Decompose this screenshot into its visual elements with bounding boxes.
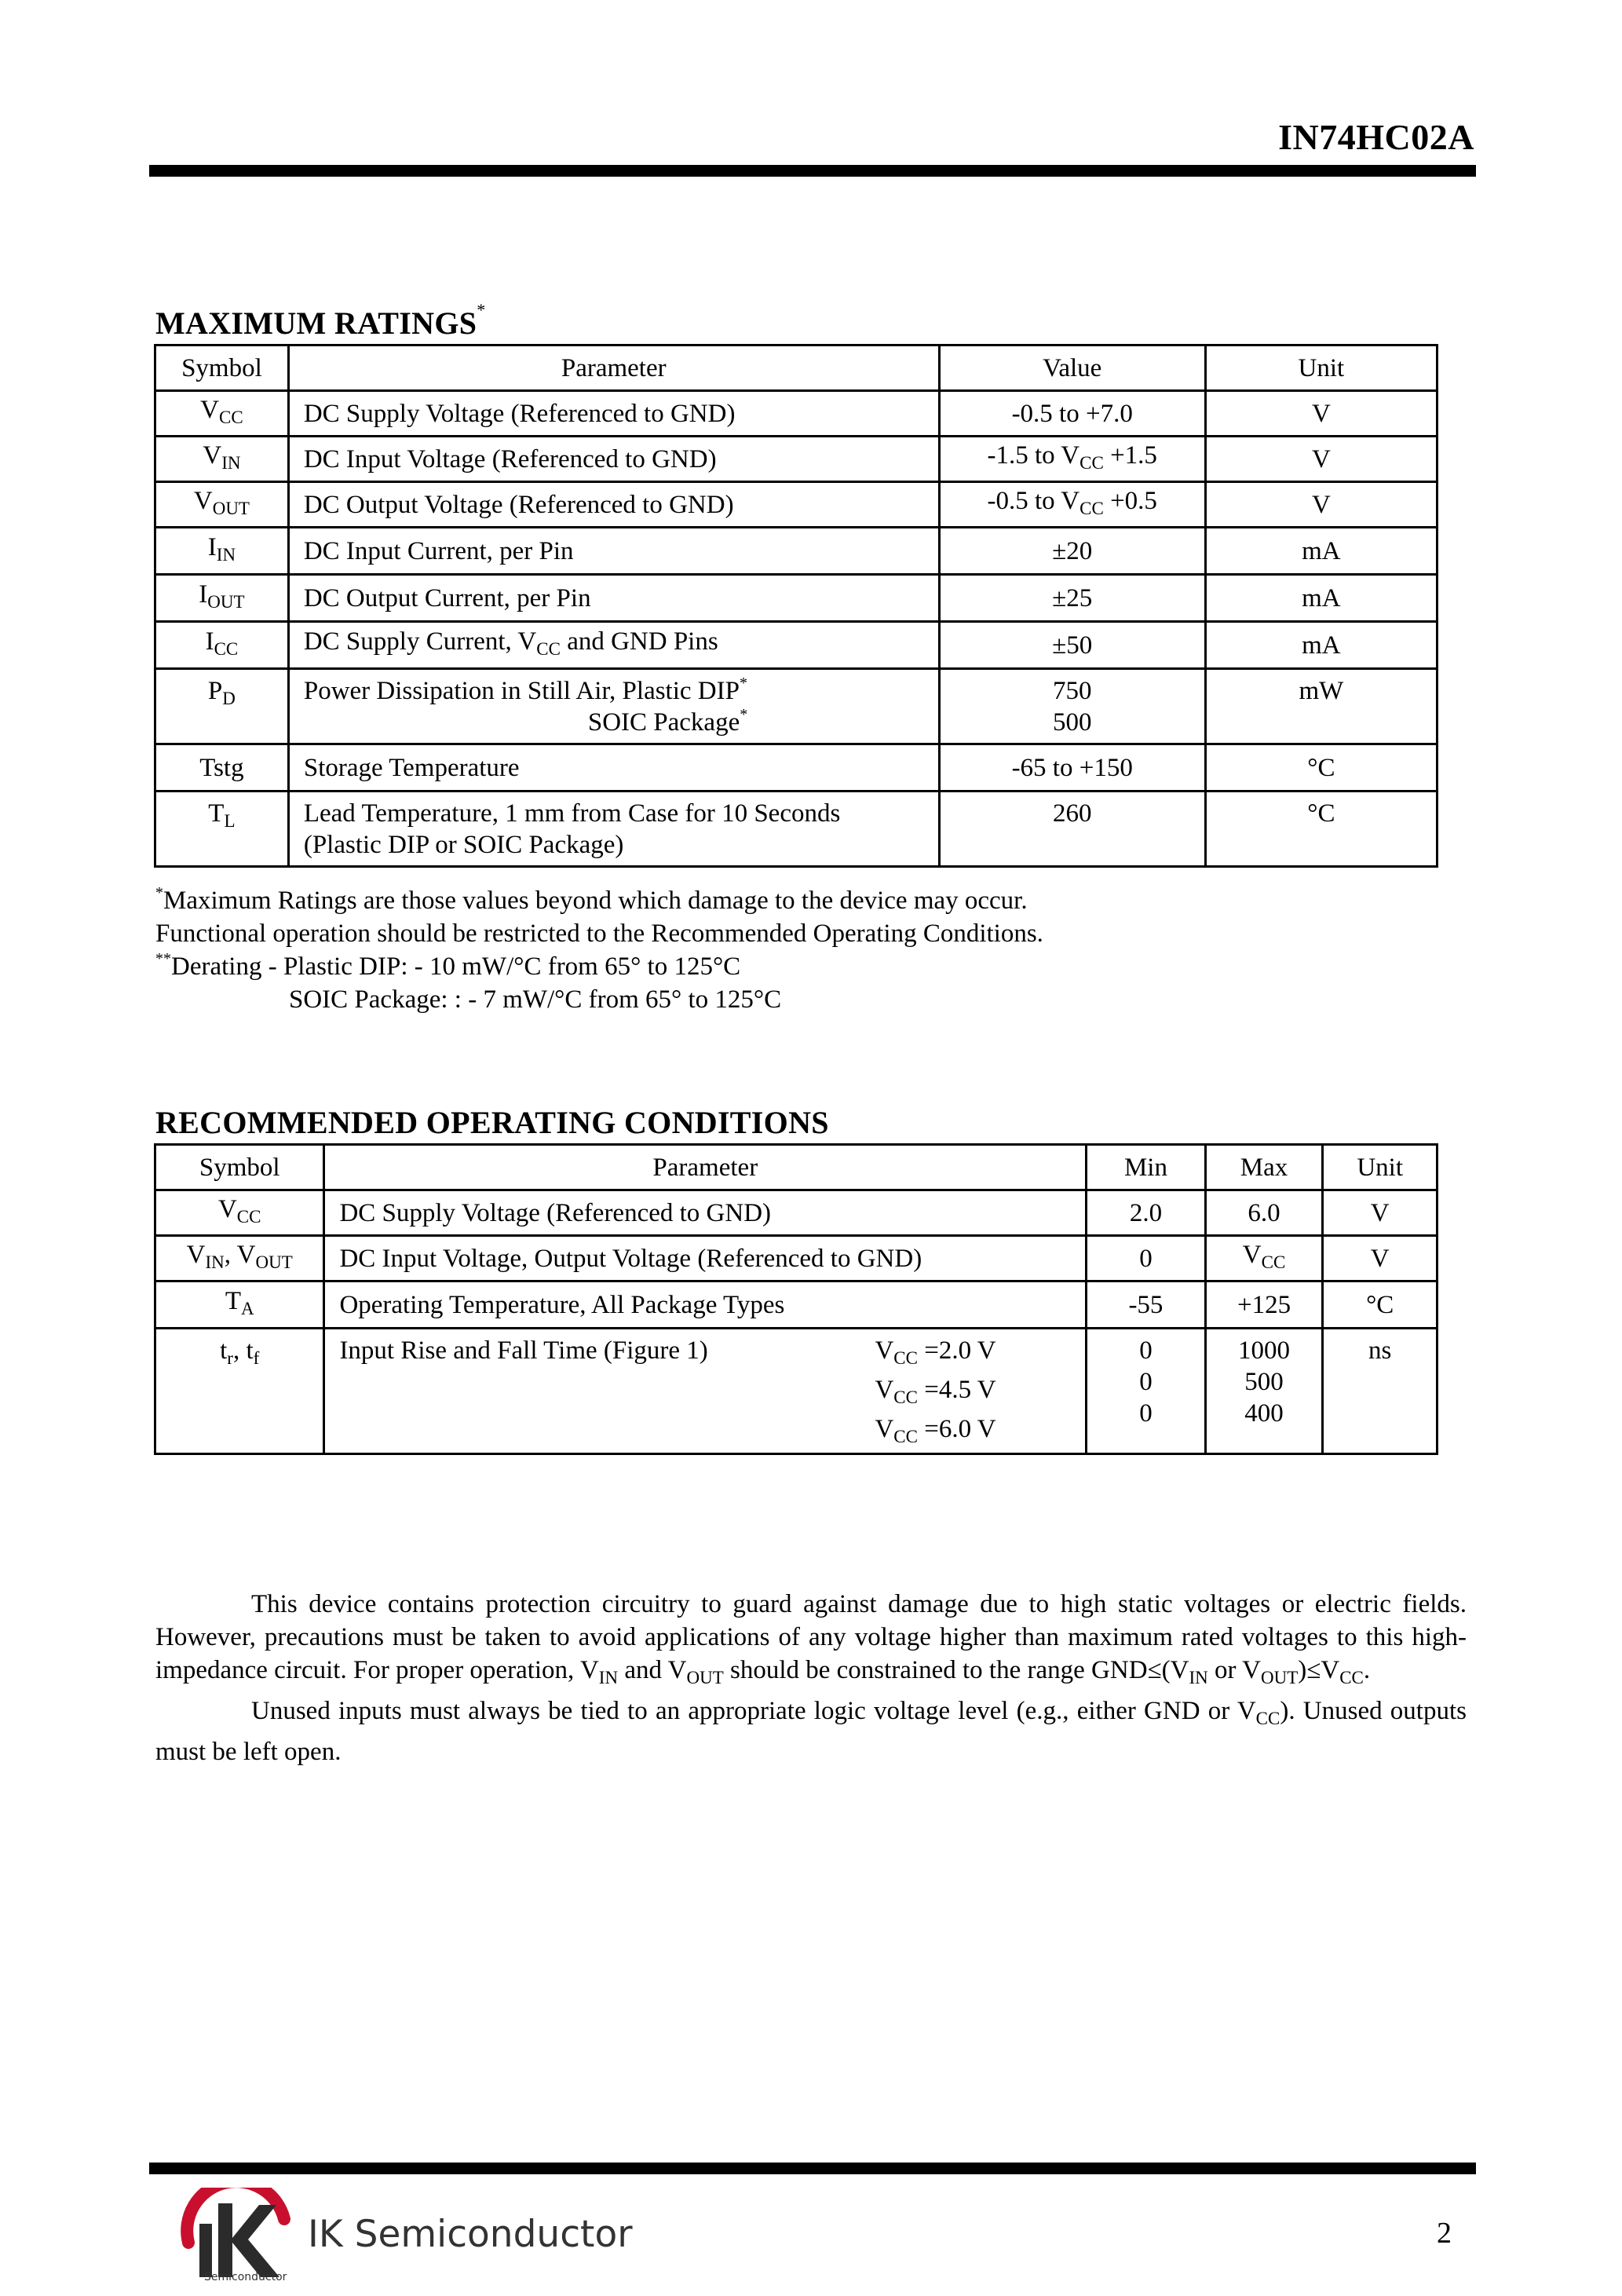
- symbol-cell: $V_{IN}$: [155, 437, 289, 482]
- symbol-cell: $V_{OUT}$: [155, 482, 289, 528]
- parameter-cell: DC Input Current, per Pin: [288, 528, 939, 575]
- col-header: Value: [939, 345, 1205, 391]
- parameter-cell: Input Rise and Fall Time (Figure 1) $V_{CC} =2.0$ V $V_{CC} =4.5$ V $V_{CC} =6.0$ V: [324, 1329, 1087, 1454]
- unit-cell: mA: [1205, 622, 1437, 669]
- symbol-cell: Tstg: [155, 744, 289, 792]
- symbol-cell: $T_L$: [155, 792, 289, 867]
- col-header: Symbol: [155, 345, 289, 391]
- symbol-cell: $V_{CC}$: [155, 1190, 324, 1236]
- table-row: [155, 792, 1438, 867]
- note-line: **Derating - Plastic DIP: - 10 mW/°C from 65° to 125°C: [155, 950, 741, 981]
- value-cell: ±25: [939, 575, 1205, 622]
- symbol-cell: $I_{OUT}$: [155, 575, 289, 622]
- unit-cell: V: [1205, 437, 1437, 482]
- max-cell: 1000 500 400: [1205, 1329, 1323, 1454]
- max-cell: $V_{CC}$: [1205, 1236, 1323, 1281]
- symbol-cell: $P_D$: [155, 669, 289, 744]
- value-cell: ±50: [939, 622, 1205, 669]
- parameter-cell: Storage Temperature: [288, 744, 939, 792]
- max-cell: 6.0: [1205, 1190, 1323, 1236]
- symbol-cell: $t_r$, $t_f$: [155, 1329, 324, 1454]
- table-row: [155, 437, 1438, 482]
- parameter-cell: DC Supply Current, $V_{CC}$ and GND Pins: [288, 622, 939, 669]
- min-cell: -55: [1087, 1281, 1206, 1329]
- unit-cell: V: [1323, 1190, 1438, 1236]
- parameter-cell: DC Output Current, per Pin: [288, 575, 939, 622]
- table-row: [155, 1236, 1438, 1281]
- unit-cell: °C: [1323, 1281, 1438, 1329]
- min-cell: 0: [1087, 1236, 1206, 1281]
- min-cell: 0 0 0: [1087, 1329, 1206, 1454]
- min-cell: 2.0: [1087, 1190, 1206, 1236]
- symbol-cell: $I_{IN}$: [155, 528, 289, 575]
- table-row: [155, 622, 1438, 669]
- table-row: [155, 744, 1438, 792]
- unit-cell: ns: [1323, 1329, 1438, 1454]
- col-header: Unit: [1205, 345, 1437, 391]
- col-header: Min: [1087, 1145, 1206, 1190]
- unit-cell: V: [1205, 482, 1437, 528]
- parameter-cell: Operating Temperature, All Package Types: [324, 1281, 1087, 1329]
- col-header: Max: [1205, 1145, 1323, 1190]
- value-cell: 260: [939, 792, 1205, 867]
- table-row: [155, 1281, 1438, 1329]
- parameter-cell: DC Output Voltage (Referenced to GND): [288, 482, 939, 528]
- value-cell: 750 500: [939, 669, 1205, 744]
- logo-subtitle: Semiconductor: [204, 2271, 287, 2283]
- table-row: [155, 575, 1438, 622]
- col-header: Parameter: [324, 1145, 1087, 1190]
- parameter-cell: DC Input Voltage (Referenced to GND): [288, 437, 939, 482]
- max-ratings-title: MAXIMUM RATINGS*: [155, 300, 486, 341]
- col-header: Parameter: [288, 345, 939, 391]
- value-cell: -1.5 to $V_{CC} +1.5$: [939, 437, 1205, 482]
- table-row: [155, 1329, 1438, 1454]
- table-header-row: [155, 1145, 1438, 1190]
- unit-cell: mA: [1205, 528, 1437, 575]
- parameter-cell: DC Supply Voltage (Referenced to GND): [288, 391, 939, 437]
- roc-table: [154, 1143, 1438, 1455]
- col-header: Unit: [1323, 1145, 1438, 1190]
- parameter-cell: DC Supply Voltage (Referenced to GND): [324, 1190, 1087, 1236]
- unit-cell: °C: [1205, 744, 1437, 792]
- parameter-cell: Lead Temperature, 1 mm from Case for 10 Seconds (Plastic DIP or SOIC Package): [288, 792, 939, 867]
- protection-paragraph: This device contains protection circuitry to guard against damage due to high static voltages or electric fields. However, precautions must be taken to avoid applications of any voltage higher than maximum rated voltages to this high-impedance circuit. For proper operation, $V_{IN}$ and $V_{OUT}$ should be constrained to the range $GND\le(V_{IN}$ or $V_{OUT})\le V_{CC}$. Unused inputs must always be tied to an appropriate logic voltage level (e.g., either GND or $V_{CC}$). Unused outputs must be left open.: [155, 1590, 1467, 1766]
- unit-cell: V: [1323, 1236, 1438, 1281]
- part-number: IN74HC02A: [1278, 117, 1474, 157]
- symbol-cell: $I_{CC}$: [155, 622, 289, 669]
- max-ratings-notes: [155, 884, 1043, 1016]
- symbol-cell: $T_A$: [155, 1281, 324, 1329]
- parameter-cell: Power Dissipation in Still Air, Plastic DIP* SOIC Package*: [288, 669, 939, 744]
- value-cell: -65 to +150: [939, 744, 1205, 792]
- table-row: [155, 482, 1438, 528]
- table-row: [155, 528, 1438, 575]
- company-name: IK Semiconductor: [308, 2213, 633, 2256]
- table-row: [155, 669, 1438, 744]
- unit-cell: °C: [1205, 792, 1437, 867]
- roc-title: RECOMMENDED OPERATING CONDITIONS: [155, 1105, 829, 1140]
- unit-cell: mA: [1205, 575, 1437, 622]
- note-line: *Maximum Ratings are those values beyond which damage to the device may occur.: [155, 884, 1028, 915]
- max-cell: +125: [1205, 1281, 1323, 1329]
- value-cell: -0.5 to $V_{CC} +0.5$: [939, 482, 1205, 528]
- footer-rule: [149, 2163, 1476, 2174]
- max-ratings-table: [154, 344, 1438, 868]
- header-rule: [149, 165, 1476, 177]
- value-cell: ±20: [939, 528, 1205, 575]
- col-header: Symbol: [155, 1145, 324, 1190]
- note-line: Functional operation should be restricted to the Recommended Operating Conditions.: [155, 919, 1043, 948]
- unit-cell: V: [1205, 391, 1437, 437]
- symbol-cell: $V_{CC}$: [155, 391, 289, 437]
- unit-cell: mW: [1205, 669, 1437, 744]
- parameter-cell: DC Input Voltage, Output Voltage (Referenced to GND): [324, 1236, 1087, 1281]
- page-number: 2: [1437, 2217, 1452, 2250]
- table-header-row: [155, 345, 1438, 391]
- symbol-cell: $V_{IN}$, $V_{OUT}$: [155, 1236, 324, 1281]
- table-row: [155, 1190, 1438, 1236]
- table-row: [155, 391, 1438, 437]
- value-cell: -0.5 to +7.0: [939, 391, 1205, 437]
- note-line: SOIC Package: : - 7 mW/°C from 65° to 125°C: [289, 985, 782, 1014]
